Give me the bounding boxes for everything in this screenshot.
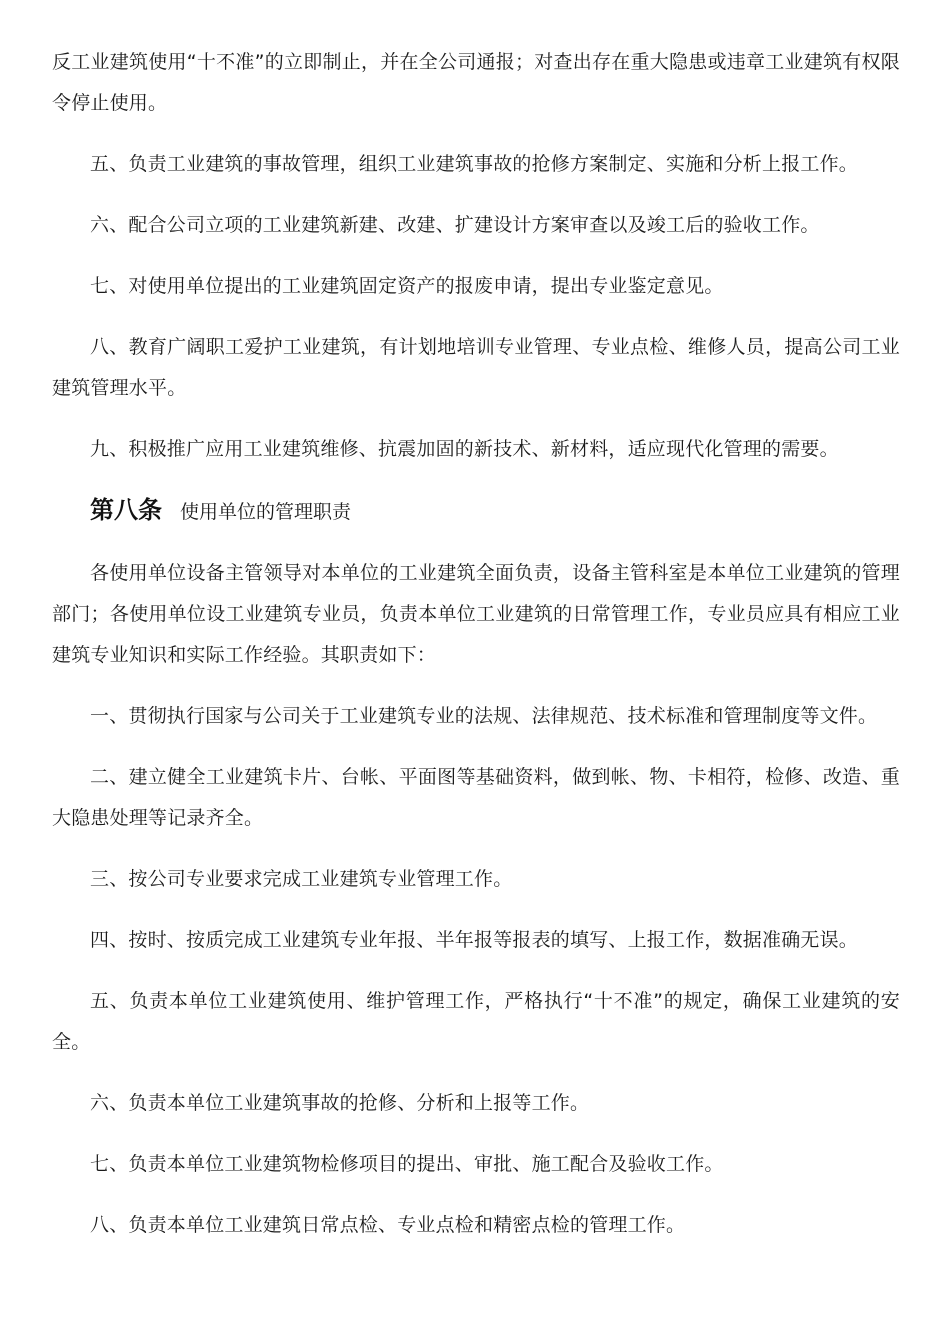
article-intro: 各使用单位设备主管领导对本单位的工业建筑全面负责，设备主管科室是本单位工业建筑的管理部门；各使用单位设工业建筑专业员，负责本单位工业建筑的日常管理工作，专业员应具有相应工业建筑专业知识和实际工作经验。其职责如下：	[52, 562, 900, 666]
duty-item-7: 七、负责本单位工业建筑物检修项目的提出、审批、施工配合及验收工作。	[90, 1153, 724, 1175]
duty-item-3: 三、按公司专业要求完成工业建筑专业管理工作。	[90, 868, 513, 890]
duty-item-5: 五、负责本单位工业建筑使用、维护管理工作，严格执行“十不准”的规定，确保工业建筑的安全。	[52, 990, 900, 1053]
duty-item-2: 二、建立健全工业建筑卡片、台帐、平面图等基础资料，做到帐、物、卡相符，检修、改造、重大隐患处理等记录齐全。	[52, 766, 900, 829]
duty-item-8: 八、负责本单位工业建筑日常点检、专业点检和精密点检的管理工作。	[90, 1214, 686, 1236]
article-title: 使用单位的管理职责	[180, 501, 352, 523]
document-page	[52, 0, 900, 1246]
prev-item-6: 六、配合公司立项的工业建筑新建、改建、扩建设计方案审查以及竣工后的验收工作。	[90, 214, 820, 236]
duty-item-6: 六、负责本单位工业建筑事故的抢修、分析和上报等工作。	[90, 1092, 590, 1114]
continuation-paragraph: 反工业建筑使用“十不准”的立即制止，并在全公司通报；对查出存在重大隐患或违章工业建筑有权限令停止使用。	[52, 51, 900, 114]
prev-item-5: 五、负责工业建筑的事故管理，组织工业建筑事故的抢修方案制定、实施和分析上报工作。	[90, 153, 859, 175]
prev-item-7: 七、对使用单位提出的工业建筑固定资产的报废申请，提出专业鉴定意见。	[90, 275, 724, 297]
article-number: 第八条	[90, 496, 162, 524]
duty-item-1: 一、贯彻执行国家与公司关于工业建筑专业的法规、法律规范、技术标准和管理制度等文件。	[90, 705, 878, 727]
article-heading	[52, 490, 900, 533]
prev-item-8: 八、教育广阔职工爱护工业建筑，有计划地培训专业管理、专业点检、维修人员，提高公司工业建筑管理水平。	[52, 336, 900, 399]
duty-item-4: 四、按时、按质完成工业建筑专业年报、半年报等报表的填写、上报工作，数据准确无误。	[90, 929, 859, 951]
prev-item-9: 九、积极推广应用工业建筑维修、抗震加固的新技术、新材料，适应现代化管理的需要。	[90, 438, 839, 460]
